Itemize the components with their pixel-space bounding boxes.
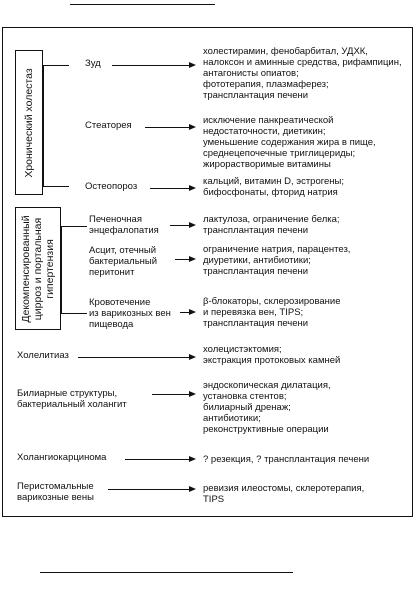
treatment-osteoporosis: кальций, витамин D, эстрогены; бифосфонаты, фторид натрия — [203, 176, 344, 198]
bracket-chronic — [43, 65, 69, 187]
bottom-rule — [40, 572, 293, 573]
condition-biliary-strictures: Билиарные структуры, бактериальный холангит — [17, 388, 127, 410]
condition-cholangiocarcinoma: Холангиокарцинома — [17, 452, 107, 463]
condition-cholelithiasis: Холелитиаз — [17, 350, 69, 361]
treatment-steatorrhea: исключение панкреатической недостаточности, диетикин; уменьшение содержания жира в пище, среднецепочечные триглицериды; жирорастворимые витамины — [203, 115, 376, 170]
arrow-peristomal-varices — [108, 489, 194, 490]
treatment-ascites: ограничение натрия, парацентез, диуретики, антибиотики; трансплантация печени — [203, 244, 351, 277]
treatment-peristomal-varices: ревизия илеостомы, склеротерапия, TIPS — [203, 483, 365, 505]
top-rule — [70, 4, 215, 5]
treatment-cholelithiasis: холецистэктомия; экстракция протоковых камней — [203, 344, 341, 366]
arrow-osteoporosis — [150, 188, 194, 189]
condition-variceal-bleeding: Кровотечение из варикозных вен пищевода — [89, 297, 171, 330]
arrow-biliary-strictures — [152, 394, 194, 395]
arrow-variceal-bleeding — [180, 312, 194, 313]
group-chronic-cholestasis — [15, 50, 43, 195]
treatment-pruritus: холестирамин, фенобарбитал, УДХК, налоксон и аминные средства, рифампицин, антагонисты опиатов; фототерапия, плазмаферез; трансплантация печени — [203, 46, 402, 101]
arrow-steatorrhea — [145, 127, 194, 128]
arrow-hepatic-encephalopathy — [170, 225, 194, 226]
condition-osteoporosis: Остеопороз — [85, 181, 138, 192]
group-chronic-cholestasis-label: Хронический холестаз — [23, 67, 35, 178]
condition-ascites: Асцит, отечный бактериальный перитонит — [89, 245, 158, 278]
group-decompensated-cirrhosis — [15, 207, 61, 330]
group-decompensated-cirrhosis-label: Декомпенсированный цирроз и портальная гипертензия — [20, 214, 56, 323]
arrow-cholelithiasis — [78, 357, 194, 358]
treatment-variceal-bleeding: β-блокаторы, склерозирование и перевязка вен, TIPS; трансплантация печени — [203, 296, 341, 329]
treatment-cholangiocarcinoma: ? резекция, ? трансплантация печени — [203, 454, 370, 465]
condition-peristomal-varices: Перистомальные варикозные вены — [17, 481, 94, 503]
arrow-cholangiocarcinoma — [125, 459, 194, 460]
condition-pruritus: Зуд — [85, 58, 101, 69]
condition-hepatic-encephalopathy: Печеночная энцефалопатия — [89, 214, 159, 236]
arrow-ascites — [175, 259, 194, 260]
bracket-decompensated — [61, 226, 87, 314]
treatment-biliary-strictures: эндоскопическая дилатация, установка стентов; билиарный дренаж; антибиотики; реконструктивные операции — [203, 380, 331, 435]
arrow-pruritus — [112, 65, 194, 66]
treatment-hepatic-encephalopathy: лактулоза, ограничение белка; трансплантация печени — [203, 214, 340, 236]
condition-steatorrhea: Стеаторея — [85, 120, 132, 131]
